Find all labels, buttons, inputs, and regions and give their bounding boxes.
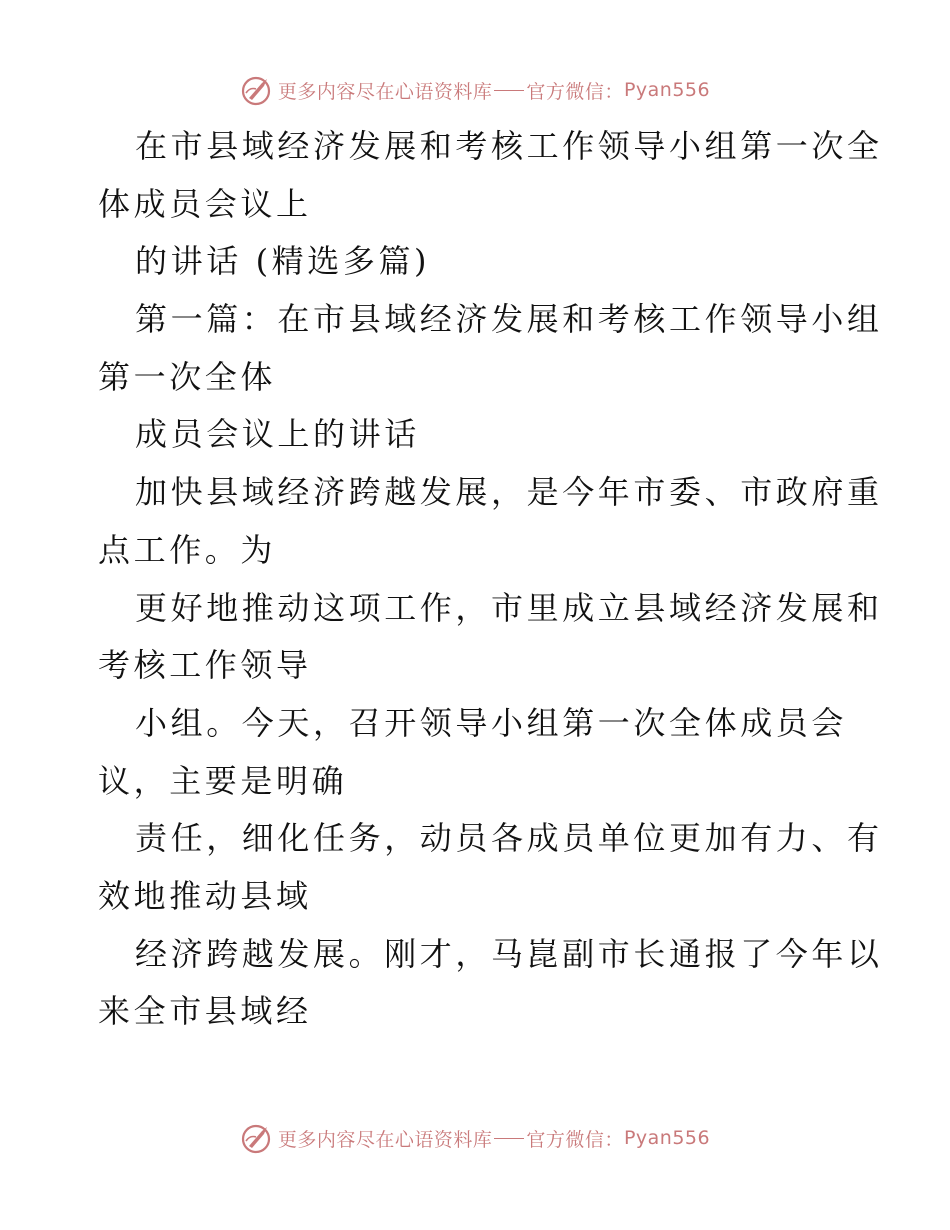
text-line: 体成员会议上 xyxy=(98,184,312,223)
pen-logo-icon xyxy=(240,73,274,107)
footer-watermark xyxy=(0,1118,950,1158)
text-line: 小组。今天，召开领导小组第一次全体成员会 xyxy=(135,703,848,742)
text-line: 在市县域经济发展和考核工作领导小组第一次全 xyxy=(135,127,883,165)
watermark-text: 更多内容尽在心语资料库 xyxy=(277,80,493,103)
watermark-label: 官方微信： xyxy=(526,1128,624,1151)
text-line: 来全市县域经 xyxy=(98,992,312,1031)
text-line: 第一次全体 xyxy=(98,357,277,396)
text-line: 经济跨越发展。刚才，马崑副市长通报了今年以 xyxy=(135,934,883,973)
text-line: 议，主要是明确 xyxy=(98,761,348,800)
watermark-id: Pyan556 xyxy=(623,79,711,101)
text-line: 点工作。为 xyxy=(98,530,277,569)
text-line: 的讲话 (精选多篇) xyxy=(135,242,431,281)
text-line: 第一篇：在市县域经济发展和考核工作领导小组 xyxy=(135,300,883,339)
text-line: 责任，细化任务，动员各成员单位更加有力、有 xyxy=(135,819,883,858)
header-watermark xyxy=(0,70,950,110)
pen-logo-icon xyxy=(240,1121,274,1155)
text-line: 效地推动县域 xyxy=(98,876,312,915)
watermark-id: Pyan556 xyxy=(623,1127,711,1149)
watermark-text: 更多内容尽在心语资料库 xyxy=(277,1128,493,1151)
watermark-separator xyxy=(494,90,524,91)
watermark-label: 官方微信： xyxy=(526,80,624,103)
text-line: 考核工作领导 xyxy=(98,646,312,685)
text-line: 成员会议上的讲话 xyxy=(135,415,420,454)
text-line: 更好地推动这项工作，市里成立县域经济发展和 xyxy=(135,588,883,627)
document-body xyxy=(98,118,883,1041)
text-line: 加快县域经济跨越发展，是今年市委、市政府重 xyxy=(135,473,883,512)
watermark-separator xyxy=(494,1138,524,1139)
